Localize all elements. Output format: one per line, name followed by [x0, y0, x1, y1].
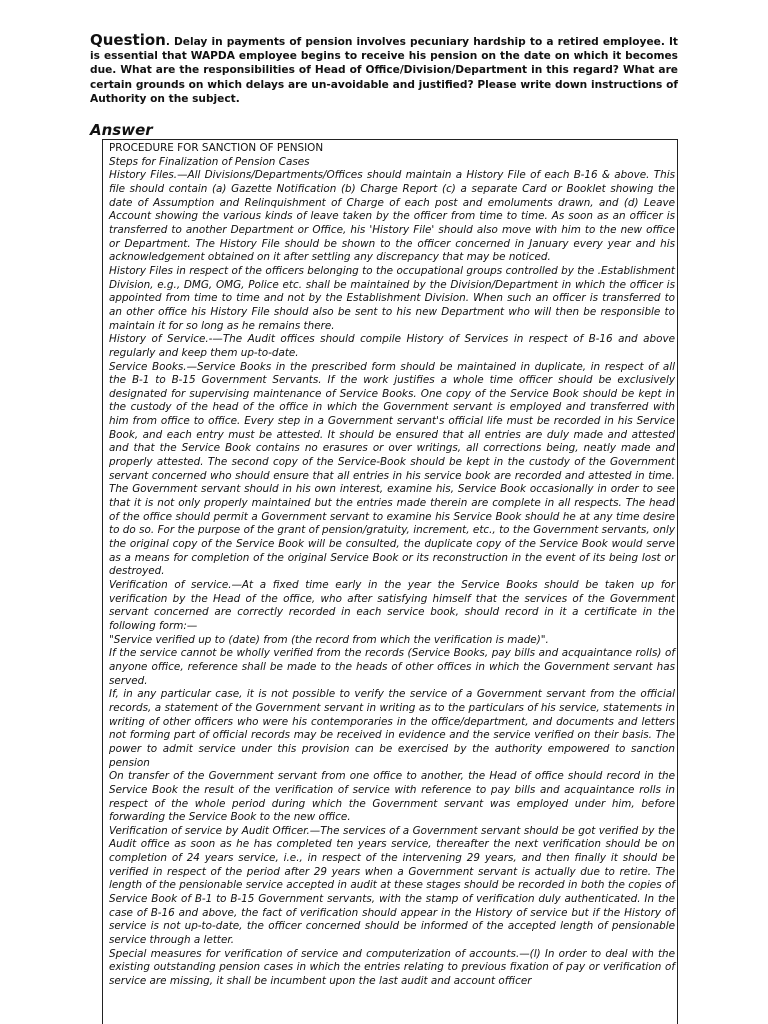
answer-box [102, 139, 678, 1024]
paragraph-history-files: History Files.—All Divisions/Departments/Offices should maintain a History File of each B-16 & above. This file should contain (a) Gazette Notification (b) Charge Report (c) a separate Card or Booklet showing the date of Assumption and Relinquishment of Charge of each post and emoluments drawn, and (d) Leave Account showing the various kinds of leave taken by the officer from time to time. As soon as an officer is transferred to another Department or Office, his 'History File' should also move with him to the new office or Department. The History File should be shown to the officer concerned in January every year and his acknowledgement obtained on it after settling any discrepancy that may be noticed. [109, 169, 675, 264]
paragraph-verification-of-service: Verification of service.—At a fixed time early in the year the Service Books should be taken up for verification by the Head of the office, who after satisfying himself that the services of the Government servant concerned are correctly recorded in each service book, should record in it a certificate in the following form:— [109, 579, 675, 632]
section-title: PROCEDURE FOR SANCTION OF PENSION [109, 142, 324, 154]
section-subtitle: Steps for Finalization of Pension Cases [109, 155, 310, 168]
paragraph-history-files-groups: History Files in respect of the officers belonging to the occupational groups controlled by the .Establishment Division, e.g., DMG, OMG, Police etc. shall be maintained by the Division/Department in which the officer is appointed from time to time and not by the Establishment Division. When such an officer is transferred to an other office his History File should also be sent to his new Department who will then be responsible to maintain it for so long as he remains there. [109, 264, 675, 332]
paragraph-service-books: Service Books.—Service Books in the prescribed form should be maintained in duplicate, in respect of all the B-1 to B-15 Government Servants. If the work justifies a whole time officer should be exclusively designated for supervising maintenance of Service Books. One copy of the Service Book should be kept in the custody of the head of the office in which the Government servant is employed and transferred with him from office to office. Every step in a Government servant's official life must be recorded in his Service Book, and each entry must be attested. It should be ensured that all entries are duly made and attested and that the Service Book contains no erasures or over writings, all corrections being, neatly made and properly attested. The second copy of the Service-Book should be kept in the custody of the Government servant concerned who should ensure that all entries in his service book are recorded and attested in time. The Government servant should in his own interest, examine his, Service Book occasionally in order to see that it is not only properly maintained but the entries made therein are complete in all respects. The head of the office should permit a Government servant to examine his Service Book should he at any time desire to do so. For the purpose of the grant of pension/gratuity, increment, etc., to the Government servants, only the original copy of the Service Book will be consulted, the duplicate copy of the Service Book would serve as a means for completion of the original Service Book or its reconstruction in the event of its being lost or destroyed. [109, 360, 675, 578]
answer-heading: Answer [90, 121, 153, 139]
paragraph-transfer: On transfer of the Government servant from one office to another, the Head of office should record in the Service Book the result of the verification of service with reference to pay bills and acquaintance rolls in respect of the whole period during which the Government servant was employed under him, before forwarding the Service Book to the new office. [109, 770, 675, 824]
paragraph-statement-evidence: If, in any particular case, it is not possible to verify the service of a Government servant from the official records, a statement of the Government servant in writing as to the particulars of his service, statements in writing of other officers who were his contemporaries in the office/department, and documents and letters not forming part of official records may be received in evidence and the service verified on their basis. The power to admit service under this provision can be exercised by the authority empowered to sanction pension [109, 688, 675, 769]
paragraph-history-of-service: History of Service.-—The Audit offices should compile History of Services in respect of B-16 and above regularly and keep them up-to-date. [109, 333, 675, 359]
paragraph-other-offices: If the service cannot be wholly verified from the records (Service Books, pay bills and acquaintance rolls) of anyone office, reference shall be made to the heads of other offices in which the Government servant has served. [109, 647, 675, 687]
question-text: . Delay in payments of pension involves pecuniary hardship to a retired employee. It is essential that WAPDA employee begins to receive his pension on the date on which it becomes due. What are the responsibilities of Head of Office/Division/Department in this regard? What are certain grounds on which delays are un-avoidable and justified? Please write down instructions of Authority on the subject. [90, 36, 678, 105]
paragraph-audit-verification: Verification of service by Audit Officer.—The services of a Government servant should be got verified by the Audit office as soon as he has completed ten years service, thereafter the next verification should be on completion of 24 years service, i.e., in respect of the intervening 29 years, and then finally it should be verified in respect of the period after 29 years when a Government servant is actually due to retire. The length of the pensionable service accepted in audit at these stages should be recorded in both the copies of Service Book of B-1 to B-15 Government servants, with the stamp of verification duly authenticated. In the case of B-16 and above, the fact of verification should appear in the History of service but if the History of service is not up-to-date, the officer concerned should be informed of the accepted length of pensionable service through a letter. [109, 824, 675, 947]
paragraph-special-measures: Special measures for verification of service and computerization of accounts.—(l) In order to deal with the existing outstanding pension cases in which the entries relating to previous fixation of pay or verification of service are missing, it shall be incumbent upon the last audit and account officer [109, 947, 675, 988]
question-block [90, 33, 678, 106]
paragraph-verification-certificate: "Service verified up to (date) from (the record from which the verification is made)". [109, 633, 549, 646]
question-label: Question [90, 31, 166, 49]
